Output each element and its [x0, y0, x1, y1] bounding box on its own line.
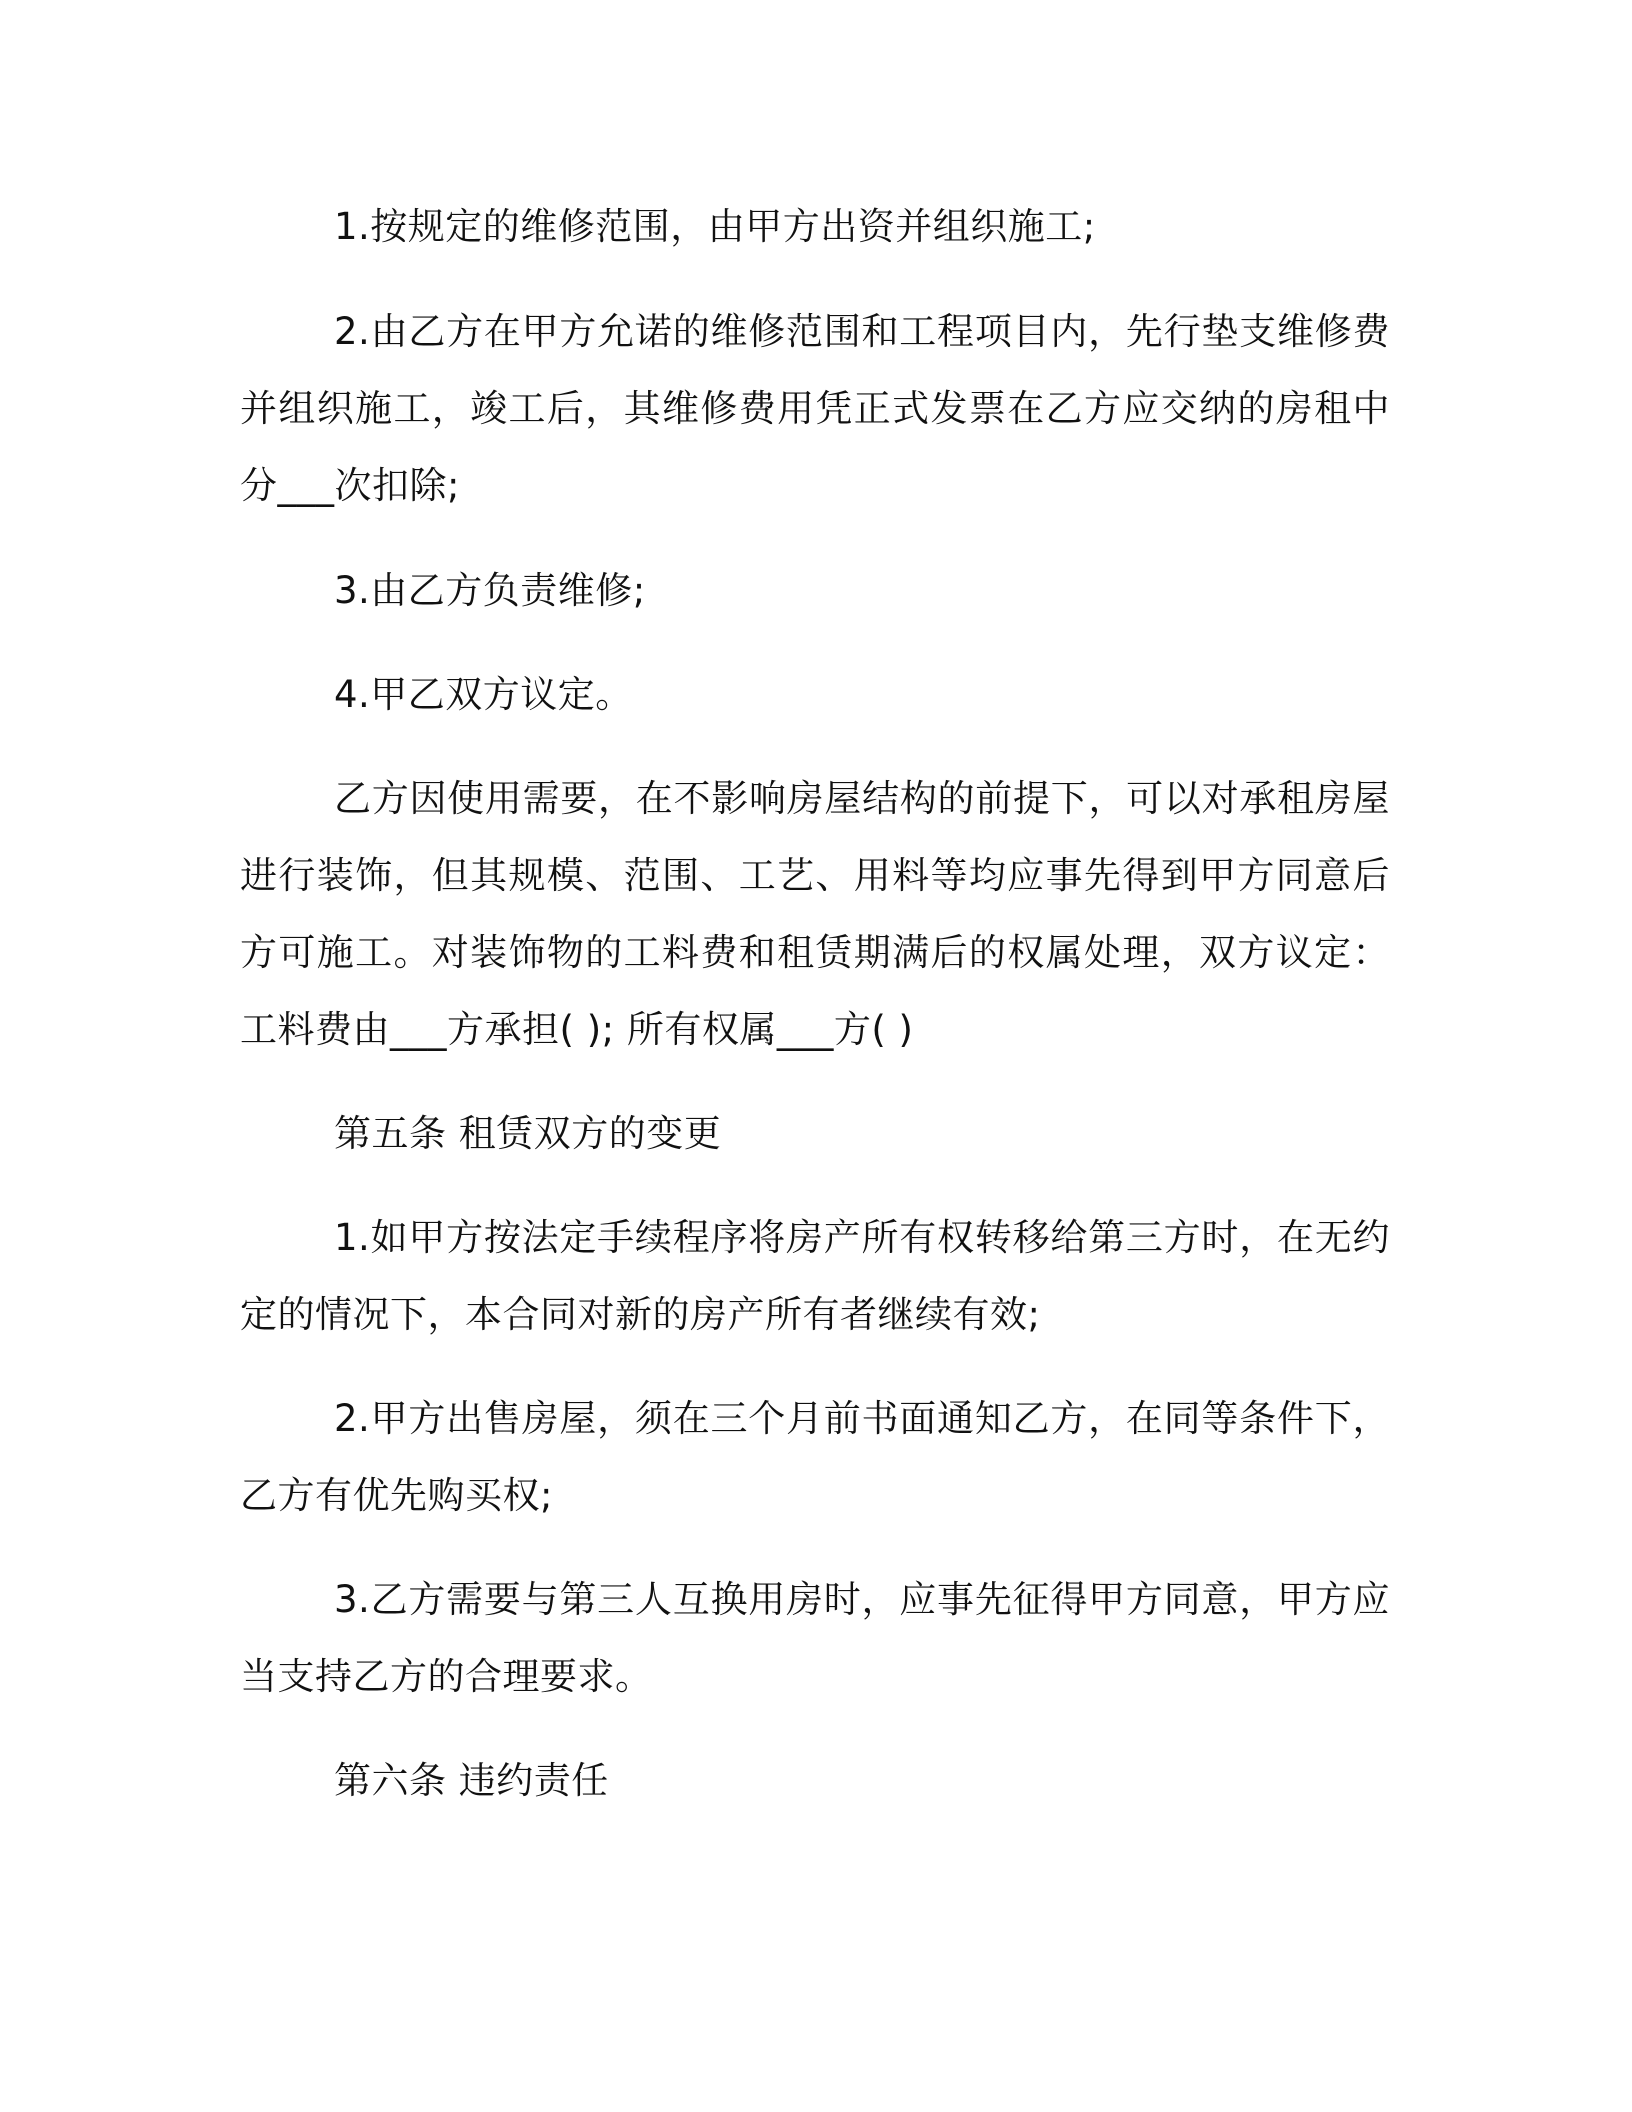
paragraph-repair-option-2: 2.由乙方在甲方允诺的维修范围和工程项目内，先行垫支维修费并组织施工，竣工后，其维修费用凭正式发票在乙方应交纳的房租中分___次扣除; [240, 310, 1390, 507]
paragraph-decoration-terms: 乙方因使用需要，在不影响房屋结构的前提下，可以对承租房屋进行装饰，但其规模、范围、工艺、用料等均应事先得到甲方同意后方可施工。对装饰物的工料费和租赁期满后的权属处理，双方议定：工料费由___方承担( ); 所有权属___方( ) [240, 777, 1390, 1051]
paragraph-repair-option-3: 3.由乙方负责维修; [334, 569, 646, 612]
paragraph-change-option-1: 1.如甲方按法定手续程序将房产所有权转移给第三方时，在无约定的情况下，本合同对新的房产所有者继续有效; [240, 1216, 1390, 1336]
paragraph-repair-option-4: 4.甲乙双方议定。 [334, 673, 633, 716]
paragraph-change-option-2: 2.甲方出售房屋，须在三个月前书面通知乙方，在同等条件下，乙方有优先购买权; [240, 1397, 1390, 1517]
paragraph-change-option-3: 3.乙方需要与第三人互换用房时，应事先征得甲方同意，甲方应当支持乙方的合理要求。 [240, 1578, 1390, 1698]
paragraph-repair-option-1: 1.按规定的维修范围，由甲方出资并组织施工; [334, 205, 1096, 248]
document-body [240, 188, 1390, 1819]
section-heading-article-5: 第五条 租赁双方的变更 [334, 1112, 722, 1155]
section-heading-article-6: 第六条 违约责任 [334, 1759, 609, 1802]
